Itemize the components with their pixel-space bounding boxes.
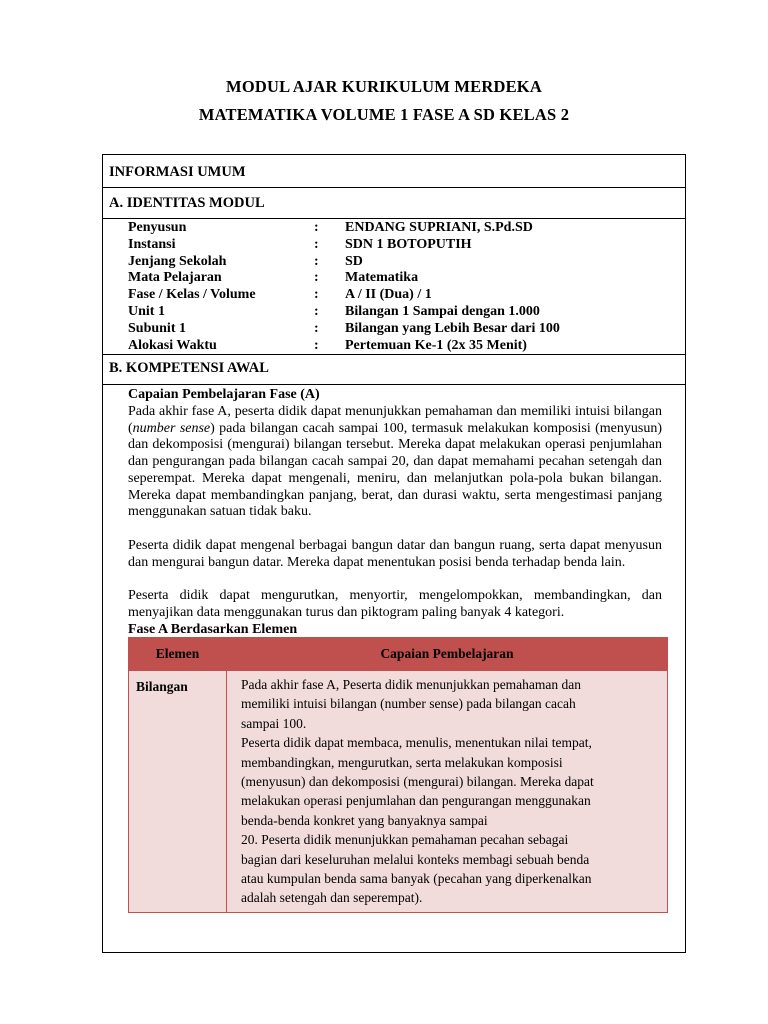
cp-text: ) pada bilangan cacah sampai 100, termasuk melakukan komposisi (menyusun) dan dekomposisi (mengurai) bilangan tersebut. Mereka dapat melakukan operasi penjumlahan dan pengurangan pada bilangan cacah sampai 20, dan dapat memahami pecahan setengah dan seperempat. Mereka dapat mengenali, meniru, dan melanjutkan pola-pola bukan bilangan. Mereka dapat membandingkan panjang, berat, dan durasi waktu, serta mengestimasi panjang menggunakan satuan tidak baku.	[128, 420, 662, 520]
cp-line: membandingkan, mengurutkan, serta melakukan komposisi	[241, 754, 563, 770]
identity-value: Bilangan 1 Sampai dengan 1.000	[345, 304, 540, 319]
identity-label: Penyusun	[128, 220, 187, 235]
identity-label: Jenjang Sekolah	[128, 253, 227, 269]
cp-line: adalah setengah dan seperempat).	[241, 890, 423, 906]
identity-label: Fase / Kelas / Volume	[128, 287, 256, 303]
identity-value: Pertemuan Ke-1 (2x 35 Menit)	[345, 337, 527, 353]
identity-label: Instansi	[128, 236, 176, 252]
cp-paragraph-3: Peserta didik dapat mengurutkan, menyortir, mengelompokkan, membandingkan, dan menyajikan data menggunakan turus dan piktogram paling banyak 4 kategori.	[128, 588, 662, 620]
identity-separator: :	[314, 304, 319, 319]
element-heading: Fase A Berdasarkan Elemen	[128, 622, 298, 637]
identity-separator: :	[314, 287, 319, 303]
identity-separator: :	[314, 337, 319, 353]
identity-value: ENDANG SUPRIANI, S.Pd.SD	[345, 220, 533, 235]
identity-value: A / II (Dua) / 1	[345, 287, 432, 303]
row-cp	[227, 671, 668, 913]
cp-line: Pada akhir fase A, Peserta didik menunjukkan pemahaman dan	[241, 677, 582, 692]
identity-label: Unit 1	[128, 304, 165, 319]
identity-separator: :	[314, 270, 319, 286]
cp-text-italic: number sense	[132, 420, 211, 436]
header-element: Elemen	[129, 638, 227, 671]
identity-label: Alokasi Waktu	[128, 337, 217, 353]
cp-line: bagian dari keseluruhan melalui konteks membagi sebuah benda	[241, 851, 590, 867]
identity-separator: :	[314, 236, 319, 252]
divider	[103, 354, 685, 355]
identity-value: SDN 1 BOTOPUTIH	[345, 236, 472, 252]
section-general-info: INFORMASI UMUM	[109, 164, 246, 180]
cp-text: Pada akhir fase A, peserta didik dapat menunjukkan pemahaman dan memiliki intuisi bilangan (	[128, 404, 662, 436]
table-row	[129, 671, 668, 913]
cp-line: (menyusun) dan dekomposisi (mengurai) bilangan. Mereka dapat	[241, 774, 594, 790]
identity-separator: :	[314, 253, 319, 269]
document-title-line-2: MATEMATIKA VOLUME 1 FASE A SD KELAS 2	[198, 105, 570, 124]
cp-line: Peserta didik dapat membaca, menulis, menentukan nilai tempat,	[241, 735, 592, 751]
header-cp: Capaian Pembelajaran	[227, 638, 668, 671]
section-competence: B. KOMPETENSI AWAL	[109, 360, 269, 376]
identity-value: Matematika	[345, 270, 419, 286]
cp-line: melakukan operasi penjumlahan dan pengurangan menggunakan	[241, 793, 591, 809]
cp-paragraph-2: Peserta didik dapat mengenal berbagai bangun datar dan bangun ruang, serta dapat menyusun dan mengurai bangun datar. Mereka dapat menentukan posisi benda terhadap benda lain.	[128, 538, 662, 570]
cp-line: atau kumpulan benda sama banyak (pecahan yang diperkenalkan	[241, 871, 592, 887]
document-title-line-1: MODUL AJAR KURIKULUM MERDEKA	[226, 77, 542, 96]
identity-label: Subunit 1	[128, 320, 186, 336]
divider	[103, 384, 685, 385]
cp-line: sampai 100.	[241, 715, 307, 731]
cp-heading: Capaian Pembelajaran Fase (A)	[128, 387, 320, 402]
cp-line: 20. Peserta didik menunjukkan pemahaman pecahan sebagai	[241, 832, 569, 848]
divider	[103, 187, 685, 188]
module-info-frame	[102, 154, 686, 953]
identity-label: Mata Pelajaran	[128, 270, 222, 286]
identity-separator: :	[314, 320, 319, 336]
identity-value: SD	[345, 253, 363, 269]
cp-paragraph-1	[128, 404, 662, 521]
section-identity: A. IDENTITAS MODUL	[109, 195, 265, 211]
cp-line: benda-benda konkret yang banyaknya sampai	[241, 812, 488, 828]
row-element: Bilangan	[129, 671, 227, 913]
identity-value: Bilangan yang Lebih Besar dari 100	[345, 320, 560, 336]
cp-line: memiliki intuisi bilangan (number sense) pada bilangan cacah	[241, 696, 576, 712]
element-table	[128, 637, 668, 913]
identity-separator: :	[314, 220, 319, 235]
